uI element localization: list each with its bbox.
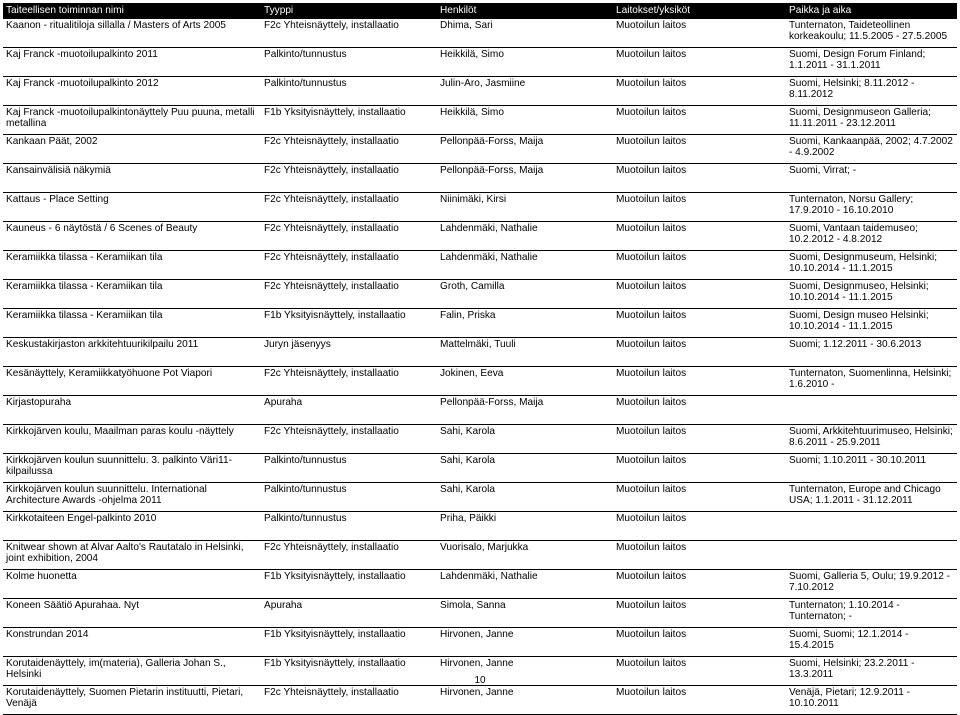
cell-activity-name: Kirkkojärven koulu, Maailman paras koulu -näyttely (3, 425, 261, 454)
table-row (3, 686, 957, 715)
cell-place-time (786, 396, 957, 425)
cell-persons: Pellonpää-Forss, Maija (437, 396, 613, 425)
cell-place-time: Tunternaton, Europe and Chicago USA; 1.1.2011 - 31.12.2011 (786, 483, 957, 512)
cell-activity-name: Kirkkojärven koulun suunnittelu. International Architecture Awards -ohjelma 2011 (3, 483, 261, 512)
cell-type: F1b Yksityisnäyttely, installaatio (261, 657, 437, 686)
cell-activity-name: Keskustakirjaston arkkitehtuurikilpailu 2011 (3, 338, 261, 367)
cell-activity-name: Keramiikka tilassa - Keramiikan tila (3, 309, 261, 338)
cell-department: Muotoilun laitos (613, 164, 786, 193)
cell-place-time: Suomi, Arkkitehtuurimuseo, Helsinki; 8.6.2011 - 25.9.2011 (786, 425, 957, 454)
cell-type: Juryn jäsenyys (261, 338, 437, 367)
table-row (3, 367, 957, 396)
cell-place-time: Suomi, Design museo Helsinki; 10.10.2014 - 11.1.2015 (786, 309, 957, 338)
header-place-time: Paikka ja aika (786, 3, 957, 19)
cell-place-time: Suomi, Designmuseo, Helsinki; 10.10.2014 - 11.1.2015 (786, 280, 957, 309)
cell-activity-name: Kaj Franck -muotoilupalkinto 2012 (3, 77, 261, 106)
table-row (3, 164, 957, 193)
table-row (3, 599, 957, 628)
cell-persons: Hirvonen, Janne (437, 628, 613, 657)
cell-type: F2c Yhteisnäyttely, installaatio (261, 425, 437, 454)
cell-type: Palkinto/tunnustus (261, 512, 437, 541)
cell-department: Muotoilun laitos (613, 48, 786, 77)
cell-persons: Sahi, Karola (437, 454, 613, 483)
cell-activity-name: Kaj Franck -muotoilupalkintonäyttely Puu puuna, metalli metallina (3, 106, 261, 135)
cell-type: Palkinto/tunnustus (261, 77, 437, 106)
cell-activity-name: Kauneus - 6 näytöstä / 6 Scenes of Beauty (3, 222, 261, 251)
cell-activity-name: Kankaan Päät, 2002 (3, 135, 261, 164)
cell-persons: Niinimäki, Kirsi (437, 193, 613, 222)
table-row (3, 251, 957, 280)
table-row (3, 628, 957, 657)
cell-department: Muotoilun laitos (613, 338, 786, 367)
cell-department: Muotoilun laitos (613, 280, 786, 309)
cell-department: Muotoilun laitos (613, 599, 786, 628)
cell-type: F2c Yhteisnäyttely, installaatio (261, 541, 437, 570)
cell-activity-name: Kansainvälisiä näkymiä (3, 164, 261, 193)
table-row (3, 425, 957, 454)
table-row (3, 541, 957, 570)
cell-persons: Heikkilä, Simo (437, 106, 613, 135)
cell-department: Muotoilun laitos (613, 19, 786, 48)
cell-department: Muotoilun laitos (613, 251, 786, 280)
cell-department: Muotoilun laitos (613, 628, 786, 657)
cell-place-time: Suomi, Kankaanpää, 2002; 4.7.2002 - 4.9.2002 (786, 135, 957, 164)
table-row (3, 19, 957, 48)
cell-type: F2c Yhteisnäyttely, installaatio (261, 367, 437, 396)
cell-place-time: Suomi, Designmuseon Galleria; 11.11.2011 - 23.12.2011 (786, 106, 957, 135)
cell-type: Apuraha (261, 599, 437, 628)
cell-type: Apuraha (261, 396, 437, 425)
cell-persons: Sahi, Karola (437, 425, 613, 454)
cell-department: Muotoilun laitos (613, 657, 786, 686)
table-row (3, 338, 957, 367)
cell-place-time: Suomi, Galleria 5, Oulu; 19.9.2012 - 7.10.2012 (786, 570, 957, 599)
cell-department: Muotoilun laitos (613, 686, 786, 715)
cell-department: Muotoilun laitos (613, 309, 786, 338)
cell-type: F2c Yhteisnäyttely, installaatio (261, 135, 437, 164)
cell-department: Muotoilun laitos (613, 222, 786, 251)
cell-persons: Lahdenmäki, Nathalie (437, 222, 613, 251)
cell-place-time: Suomi; 1.10.2011 - 30.10.2011 (786, 454, 957, 483)
cell-activity-name: Kirkkotaiteen Engel-palkinto 2010 (3, 512, 261, 541)
cell-type: Palkinto/tunnustus (261, 48, 437, 77)
cell-activity-name: Konstrundan 2014 (3, 628, 261, 657)
cell-persons: Dhima, Sari (437, 19, 613, 48)
cell-type: F1b Yksityisnäyttely, installaatio (261, 309, 437, 338)
cell-department: Muotoilun laitos (613, 106, 786, 135)
cell-persons: Hirvonen, Janne (437, 686, 613, 715)
table-row (3, 77, 957, 106)
cell-type: F2c Yhteisnäyttely, installaatio (261, 251, 437, 280)
cell-type: F2c Yhteisnäyttely, installaatio (261, 686, 437, 715)
activities-table (3, 3, 957, 715)
cell-type: F1b Yksityisnäyttely, installaatio (261, 106, 437, 135)
cell-activity-name: Kesänäyttely, Keramiikkatyöhuone Pot Viapori (3, 367, 261, 396)
table-row (3, 193, 957, 222)
table-row (3, 106, 957, 135)
cell-persons: Lahdenmäki, Nathalie (437, 570, 613, 599)
cell-type: F2c Yhteisnäyttely, installaatio (261, 19, 437, 48)
cell-place-time: Suomi, Helsinki; 23.2.2011 - 13.3.2011 (786, 657, 957, 686)
cell-place-time: Suomi, Designmuseum, Helsinki; 10.10.2014 - 11.1.2015 (786, 251, 957, 280)
table-row (3, 280, 957, 309)
table-row (3, 454, 957, 483)
cell-persons: Pellonpää-Forss, Maija (437, 164, 613, 193)
cell-place-time: Tunternaton; 1.10.2014 - Tunternaton; - (786, 599, 957, 628)
cell-department: Muotoilun laitos (613, 454, 786, 483)
cell-type: F2c Yhteisnäyttely, installaatio (261, 164, 437, 193)
cell-place-time: Suomi, Suomi; 12.1.2014 - 15.4.2015 (786, 628, 957, 657)
cell-type: Palkinto/tunnustus (261, 483, 437, 512)
page-number: 10 (474, 675, 486, 686)
cell-persons: Groth, Camilla (437, 280, 613, 309)
cell-activity-name: Keramiikka tilassa - Keramiikan tila (3, 251, 261, 280)
table-row (3, 483, 957, 512)
header-type: Tyyppi (261, 3, 437, 19)
cell-activity-name: Kolme huonetta (3, 570, 261, 599)
table-row (3, 309, 957, 338)
table-row (3, 48, 957, 77)
cell-place-time: Suomi; 1.12.2011 - 30.6.2013 (786, 338, 957, 367)
cell-activity-name: Korutaidenäyttely, Suomen Pietarin instituutti, Pietari, Venäjä (3, 686, 261, 715)
cell-department: Muotoilun laitos (613, 570, 786, 599)
cell-activity-name: Koneen Säätiö Apurahaa. Nyt (3, 599, 261, 628)
cell-persons: Sahi, Karola (437, 483, 613, 512)
cell-type: F2c Yhteisnäyttely, installaatio (261, 222, 437, 251)
cell-activity-name: Kirkkojärven koulun suunnittelu. 3. palkinto Väri11-kilpailussa (3, 454, 261, 483)
cell-persons: Priha, Päikki (437, 512, 613, 541)
cell-persons: Mattelmäki, Tuuli (437, 338, 613, 367)
cell-place-time (786, 512, 957, 541)
cell-activity-name: Kaanon - ritualitiloja sillalla / Masters of Arts 2005 (3, 19, 261, 48)
cell-place-time: Suomi, Helsinki; 8.11.2012 - 8.11.2012 (786, 77, 957, 106)
cell-type: F2c Yhteisnäyttely, installaatio (261, 193, 437, 222)
header-name: Taiteellisen toiminnan nimi (3, 3, 261, 19)
table-header-row (3, 3, 957, 19)
cell-type: F1b Yksityisnäyttely, installaatio (261, 570, 437, 599)
cell-type: F1b Yksityisnäyttely, installaatio (261, 628, 437, 657)
cell-place-time: Suomi, Design Forum Finland; 1.1.2011 - 31.1.2011 (786, 48, 957, 77)
header-departments: Laitokset/yksiköt (613, 3, 786, 19)
cell-department: Muotoilun laitos (613, 367, 786, 396)
cell-place-time (786, 541, 957, 570)
table-row (3, 570, 957, 599)
cell-department: Muotoilun laitos (613, 483, 786, 512)
cell-place-time: Suomi, Vantaan taidemuseo; 10.2.2012 - 4.8.2012 (786, 222, 957, 251)
cell-department: Muotoilun laitos (613, 135, 786, 164)
cell-persons: Simola, Sanna (437, 599, 613, 628)
table-row (3, 512, 957, 541)
table-row (3, 135, 957, 164)
cell-place-time: Suomi, Virrat; - (786, 164, 957, 193)
cell-department: Muotoilun laitos (613, 425, 786, 454)
cell-activity-name: Knitwear shown at Alvar Aalto's Rautatalo in Helsinki, joint exhibition, 2004 (3, 541, 261, 570)
cell-department: Muotoilun laitos (613, 396, 786, 425)
cell-department: Muotoilun laitos (613, 77, 786, 106)
cell-activity-name: Kattaus - Place Setting (3, 193, 261, 222)
cell-type: Palkinto/tunnustus (261, 454, 437, 483)
cell-department: Muotoilun laitos (613, 193, 786, 222)
cell-department: Muotoilun laitos (613, 541, 786, 570)
cell-persons: Jokinen, Eeva (437, 367, 613, 396)
table-row (3, 222, 957, 251)
header-persons: Henkilöt (437, 3, 613, 19)
cell-type: F2c Yhteisnäyttely, installaatio (261, 280, 437, 309)
cell-place-time: Tunternaton, Norsu Gallery; 17.9.2010 - 16.10.2010 (786, 193, 957, 222)
cell-activity-name: Kirjastopuraha (3, 396, 261, 425)
cell-persons: Hirvonen, Janne (437, 657, 613, 686)
cell-persons: Lahdenmäki, Nathalie (437, 251, 613, 280)
table-row (3, 396, 957, 425)
cell-place-time: Tunternaton, Suomenlinna, Helsinki; 1.6.2010 - (786, 367, 957, 396)
cell-place-time: Venäjä, Pietari; 12.9.2011 - 10.10.2011 (786, 686, 957, 715)
cell-persons: Pellonpää-Forss, Maija (437, 135, 613, 164)
cell-department: Muotoilun laitos (613, 512, 786, 541)
cell-persons: Julin-Aro, Jasmiine (437, 77, 613, 106)
cell-activity-name: Keramiikka tilassa - Keramiikan tila (3, 280, 261, 309)
cell-persons: Vuorisalo, Marjukka (437, 541, 613, 570)
cell-persons: Heikkilä, Simo (437, 48, 613, 77)
cell-place-time: Tunternaton, Taideteollinen korkeakoulu; 11.5.2005 - 27.5.2005 (786, 19, 957, 48)
cell-persons: Falin, Priska (437, 309, 613, 338)
cell-activity-name: Kaj Franck -muotoilupalkinto 2011 (3, 48, 261, 77)
cell-activity-name: Korutaidenäyttely, im(materia), Galleria Johan S., Helsinki (3, 657, 261, 686)
